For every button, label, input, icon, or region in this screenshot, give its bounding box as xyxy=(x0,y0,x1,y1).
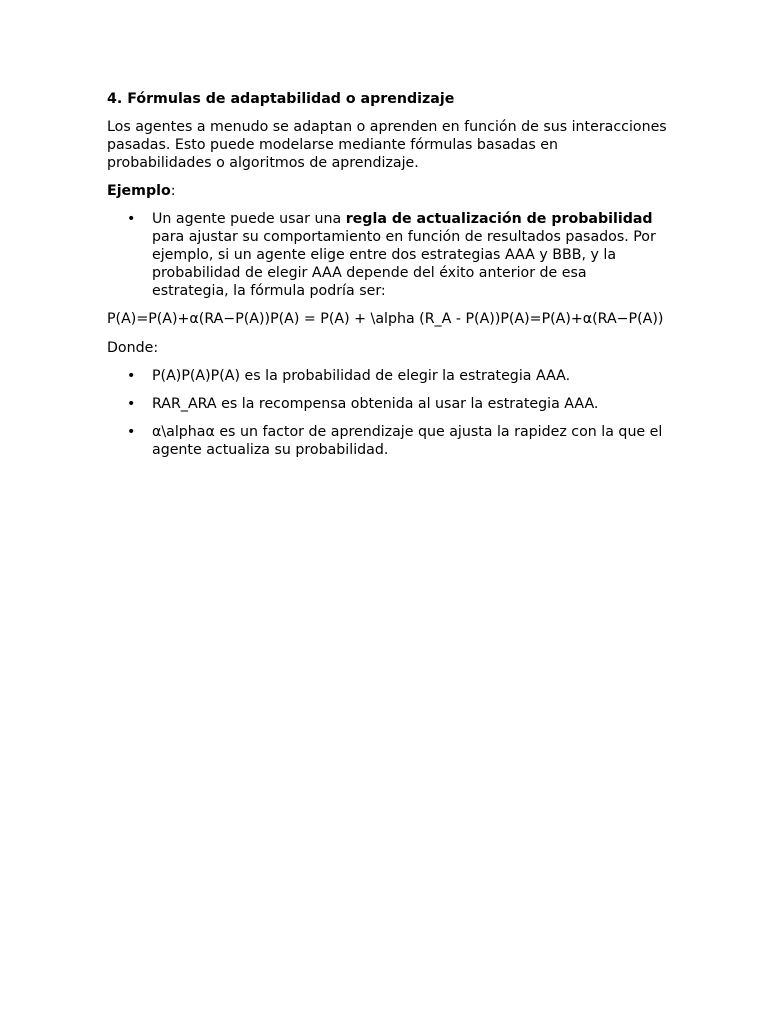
bullet-icon: • xyxy=(127,211,136,227)
example-text-before: Un agente puede usar una xyxy=(152,211,346,227)
definition-text: RAR_ARA es la recompensa obtenida al usar la estrategia AAA. xyxy=(152,396,599,412)
example-text-after: para ajustar su comportamiento en función de resultados pasados. Por ejemplo, si un agente elige entre dos estrategias AAA y BBB, y la probabilidad de elegir AAA depende del éxito anterior de esa estrategia, la fórmula podría ser: xyxy=(152,229,656,299)
section-heading: 4. Fórmulas de adaptabilidad o aprendizaje xyxy=(107,91,455,107)
document-page xyxy=(107,90,667,469)
list-item xyxy=(107,210,667,300)
intro-paragraph: Los agentes a menudo se adaptan o aprenden en función de sus interacciones pasadas. Esto puede modelarse mediante fórmulas basadas en probabilidades o algoritmos de aprendizaje. xyxy=(107,119,667,171)
example-list xyxy=(107,210,667,300)
bullet-icon: • xyxy=(127,368,136,384)
example-text-bold: regla de actualización de probabilidad xyxy=(345,211,653,227)
list-item xyxy=(107,423,667,459)
definition-text: P(A)P(A)P(A) es la probabilidad de elegir la estrategia AAA. xyxy=(152,368,571,384)
example-colon: : xyxy=(170,183,176,199)
formula-line: P(A)=P(A)+α(RA−P(A))P(A) = P(A) + \alpha (R_A - P(A))P(A)=P(A)+α(RA−P(A)) xyxy=(107,311,664,327)
example-label-line xyxy=(107,182,667,200)
definitions-list xyxy=(107,367,667,459)
bullet-icon: • xyxy=(127,424,136,440)
example-label: Ejemplo xyxy=(107,183,171,199)
definition-text: α\alphaα es un factor de aprendizaje que ajusta la rapidez con la que el agente actualiza su probabilidad. xyxy=(152,424,663,458)
bullet-icon: • xyxy=(127,396,136,412)
donde-label: Donde: xyxy=(107,340,159,356)
list-item xyxy=(107,395,667,413)
list-item xyxy=(107,367,667,385)
